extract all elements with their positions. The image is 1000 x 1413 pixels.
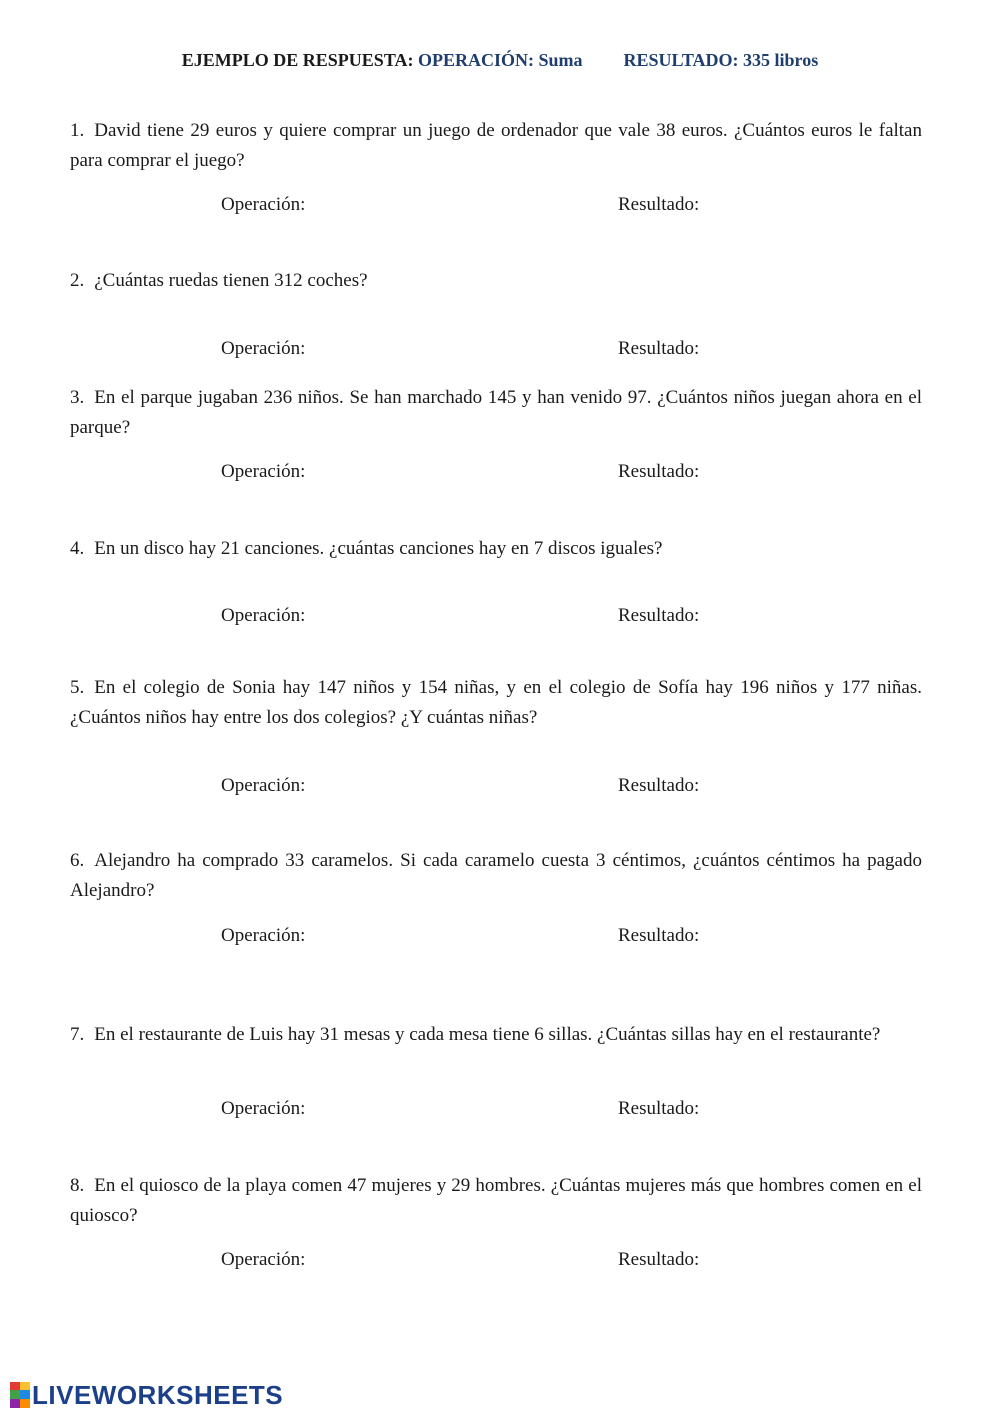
- problem-number: 5.: [70, 677, 85, 698]
- problem-text: En el restaurante de Luis hay 31 mesas y cada mesa tiene 6 sillas. ¿Cuántas sillas hay en el restaurante?: [94, 1024, 881, 1045]
- logo-text: LIVEWORKSHEETS: [32, 1379, 284, 1410]
- problem-number: 3.: [70, 387, 85, 408]
- problem-6: [70, 846, 922, 946]
- answer-row: [70, 1098, 922, 1124]
- logo-blocks-icon: [10, 1382, 30, 1408]
- problem-number: 2.: [70, 270, 85, 291]
- result-label[interactable]: Resultado:: [618, 775, 700, 796]
- result-label[interactable]: Resultado:: [618, 338, 700, 359]
- answer-row: [70, 194, 922, 220]
- example-operation: OPERACIÓN: Suma: [417, 50, 583, 70]
- problem-question: [70, 846, 922, 906]
- operation-label[interactable]: Operación:: [221, 925, 306, 946]
- answer-row: [70, 925, 922, 951]
- problem-number: 7.: [70, 1024, 85, 1045]
- problem-number: 8.: [70, 1175, 85, 1196]
- problem-4: [70, 534, 922, 626]
- result-label[interactable]: Resultado:: [618, 605, 700, 626]
- problem-question: [70, 673, 922, 733]
- result-label[interactable]: Resultado:: [618, 925, 700, 946]
- problem-question: [70, 383, 922, 443]
- liveworksheets-logo[interactable]: [10, 1380, 283, 1410]
- operation-label[interactable]: Operación:: [221, 338, 306, 359]
- problem-question: [70, 1020, 922, 1050]
- problem-question: [70, 1171, 922, 1231]
- problem-1: [70, 116, 922, 215]
- answer-row: [70, 461, 922, 487]
- problem-text: Alejandro ha comprado 33 caramelos. Si cada caramelo cuesta 3 céntimos, ¿cuántos céntimos ha pagado Alejandro?: [70, 850, 922, 901]
- operation-label[interactable]: Operación:: [221, 194, 306, 215]
- result-label[interactable]: Resultado:: [618, 1249, 700, 1270]
- result-label[interactable]: Resultado:: [618, 194, 700, 215]
- problem-question: [70, 266, 922, 296]
- problem-text: En un disco hay 21 canciones. ¿cuántas canciones hay en 7 discos iguales?: [94, 538, 663, 559]
- operation-label[interactable]: Operación:: [221, 1098, 306, 1119]
- answer-row: [70, 605, 922, 631]
- example-colon: :: [407, 50, 414, 70]
- answer-row: [70, 775, 922, 801]
- problem-8: [70, 1171, 922, 1270]
- problem-3: [70, 383, 922, 482]
- problem-number: 6.: [70, 850, 85, 871]
- result-label[interactable]: Resultado:: [618, 461, 700, 482]
- problem-text: David tiene 29 euros y quiere comprar un juego de ordenador que vale 38 euros. ¿Cuántos euros le faltan para comprar el juego?: [70, 120, 922, 171]
- operation-label[interactable]: Operación:: [221, 605, 306, 626]
- problem-5: [70, 673, 922, 796]
- operation-label[interactable]: Operación:: [221, 1249, 306, 1270]
- operation-label[interactable]: Operación:: [221, 775, 306, 796]
- problem-question: [70, 116, 922, 176]
- problem-text: En el quiosco de la playa comen 47 mujeres y 29 hombres. ¿Cuántas mujeres más que hombres comen en el quiosco?: [70, 1175, 922, 1226]
- problem-7: [70, 1020, 922, 1119]
- example-label: EJEMPLO DE RESPUESTA: [181, 50, 408, 70]
- answer-example-header: [0, 50, 1000, 71]
- problem-number: 4.: [70, 538, 85, 559]
- problem-question: [70, 534, 922, 564]
- problem-2: [70, 266, 922, 359]
- example-result: RESULTADO: 335 libros: [623, 50, 819, 70]
- problem-text: En el colegio de Sonia hay 147 niños y 154 niñas, y en el colegio de Sofía hay 196 niños y 177 niñas. ¿Cuántos niños hay entre los dos colegios? ¿Y cuántas niñas?: [70, 677, 922, 728]
- answer-row: [70, 1249, 922, 1275]
- problem-text: En el parque jugaban 236 niños. Se han marchado 145 y han venido 97. ¿Cuántos niños juegan ahora en el parque?: [70, 387, 922, 438]
- problem-number: 1.: [70, 120, 85, 141]
- operation-label[interactable]: Operación:: [221, 461, 306, 482]
- problem-text: ¿Cuántas ruedas tienen 312 coches?: [94, 270, 368, 291]
- result-label[interactable]: Resultado:: [618, 1098, 700, 1119]
- answer-row: [70, 338, 922, 364]
